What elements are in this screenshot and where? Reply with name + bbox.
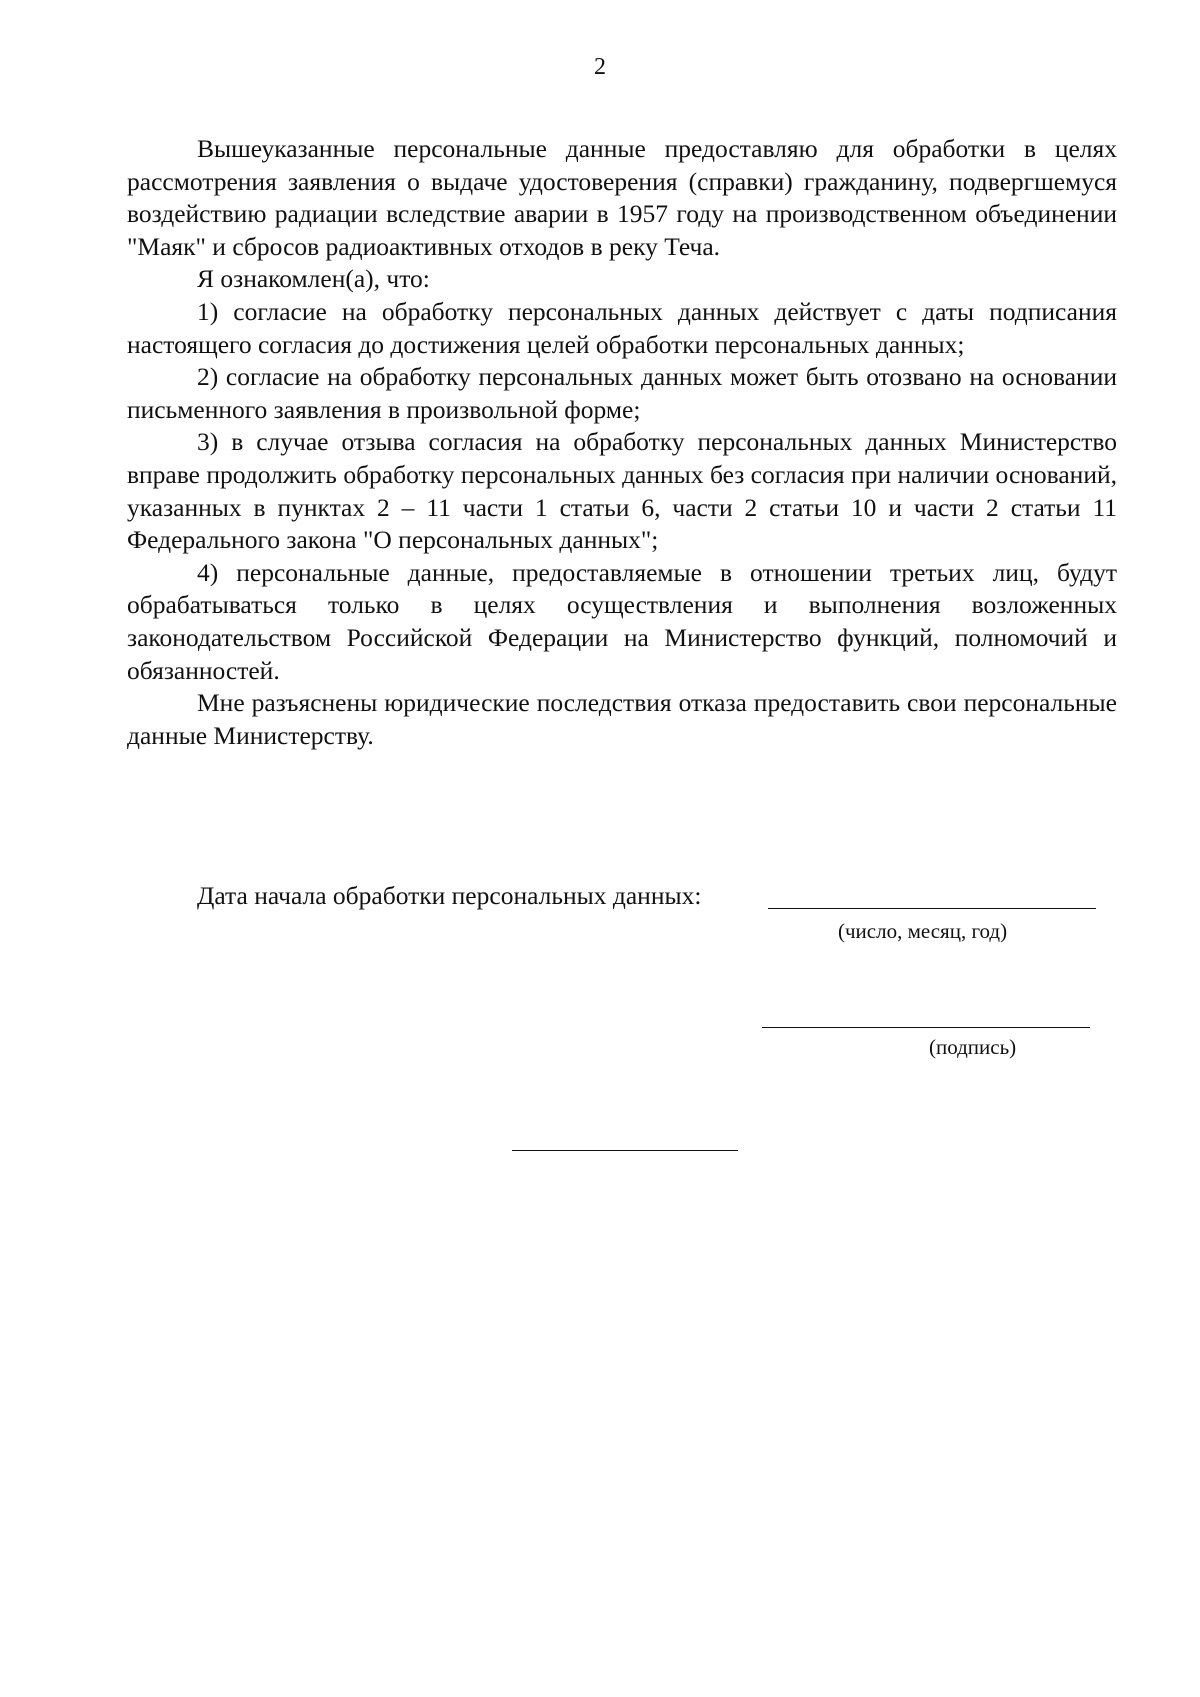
consent-body bbox=[127, 133, 1117, 752]
purpose-paragraph: Вышеуказанные персональные данные предоставляю для обработки в целях рассмотрения заявления о выдаче удостоверения (справки) гражданину, подвергшемуся воздействию радиации вследствие аварии в 1957 году на производственном объединении "Маяк" и сбросов радиоактивных отходов в реку Теча. bbox=[127, 134, 1117, 261]
clause-2: 2) согласие на обработку персональных данных может быть отозвано на основании письменного заявления в произвольной форме; bbox=[127, 362, 1117, 424]
acknowledgement-heading: Я ознакомлен(а), что: bbox=[197, 264, 430, 294]
date-caption: (число, месяц, год) bbox=[838, 919, 1008, 943]
clause-4: 4) персональные данные, предоставляемые в отношении третьих лиц, будут обрабатываться только в целях осуществления и выполнения возложенных законодательством Российской Федерации на Министерство функций, полномочий и обязанностей. bbox=[127, 557, 1117, 685]
page-number: 2 bbox=[594, 54, 606, 80]
clause-3: 3) в случае отзыва согласия на обработку персональных данных Министерство вправе продолжить обработку персональных данных без согласия при наличии оснований, указанных в пунктах 2 – 11 части 1 статьи 6, части 2 статьи 10 и части 2 статьи 11 Федерального закона "О персональных данных"; bbox=[127, 427, 1117, 555]
clause-1: 1) согласие на обработку персональных данных действует с даты подписания настоящего согласия до достижения целей обработки персональных данных; bbox=[127, 296, 1117, 359]
signature-caption: (подпись) bbox=[929, 1035, 1017, 1059]
signature-blank-line bbox=[762, 1027, 1090, 1028]
processing-start-date-label: Дата начала обработки персональных данных: bbox=[197, 881, 702, 910]
date-blank-line bbox=[768, 908, 1096, 909]
end-of-document-rule bbox=[512, 1150, 738, 1151]
consequences-paragraph: Мне разъяснены юридические последствия отказа предоставить свои персональные данные Министерству. bbox=[127, 688, 1117, 750]
